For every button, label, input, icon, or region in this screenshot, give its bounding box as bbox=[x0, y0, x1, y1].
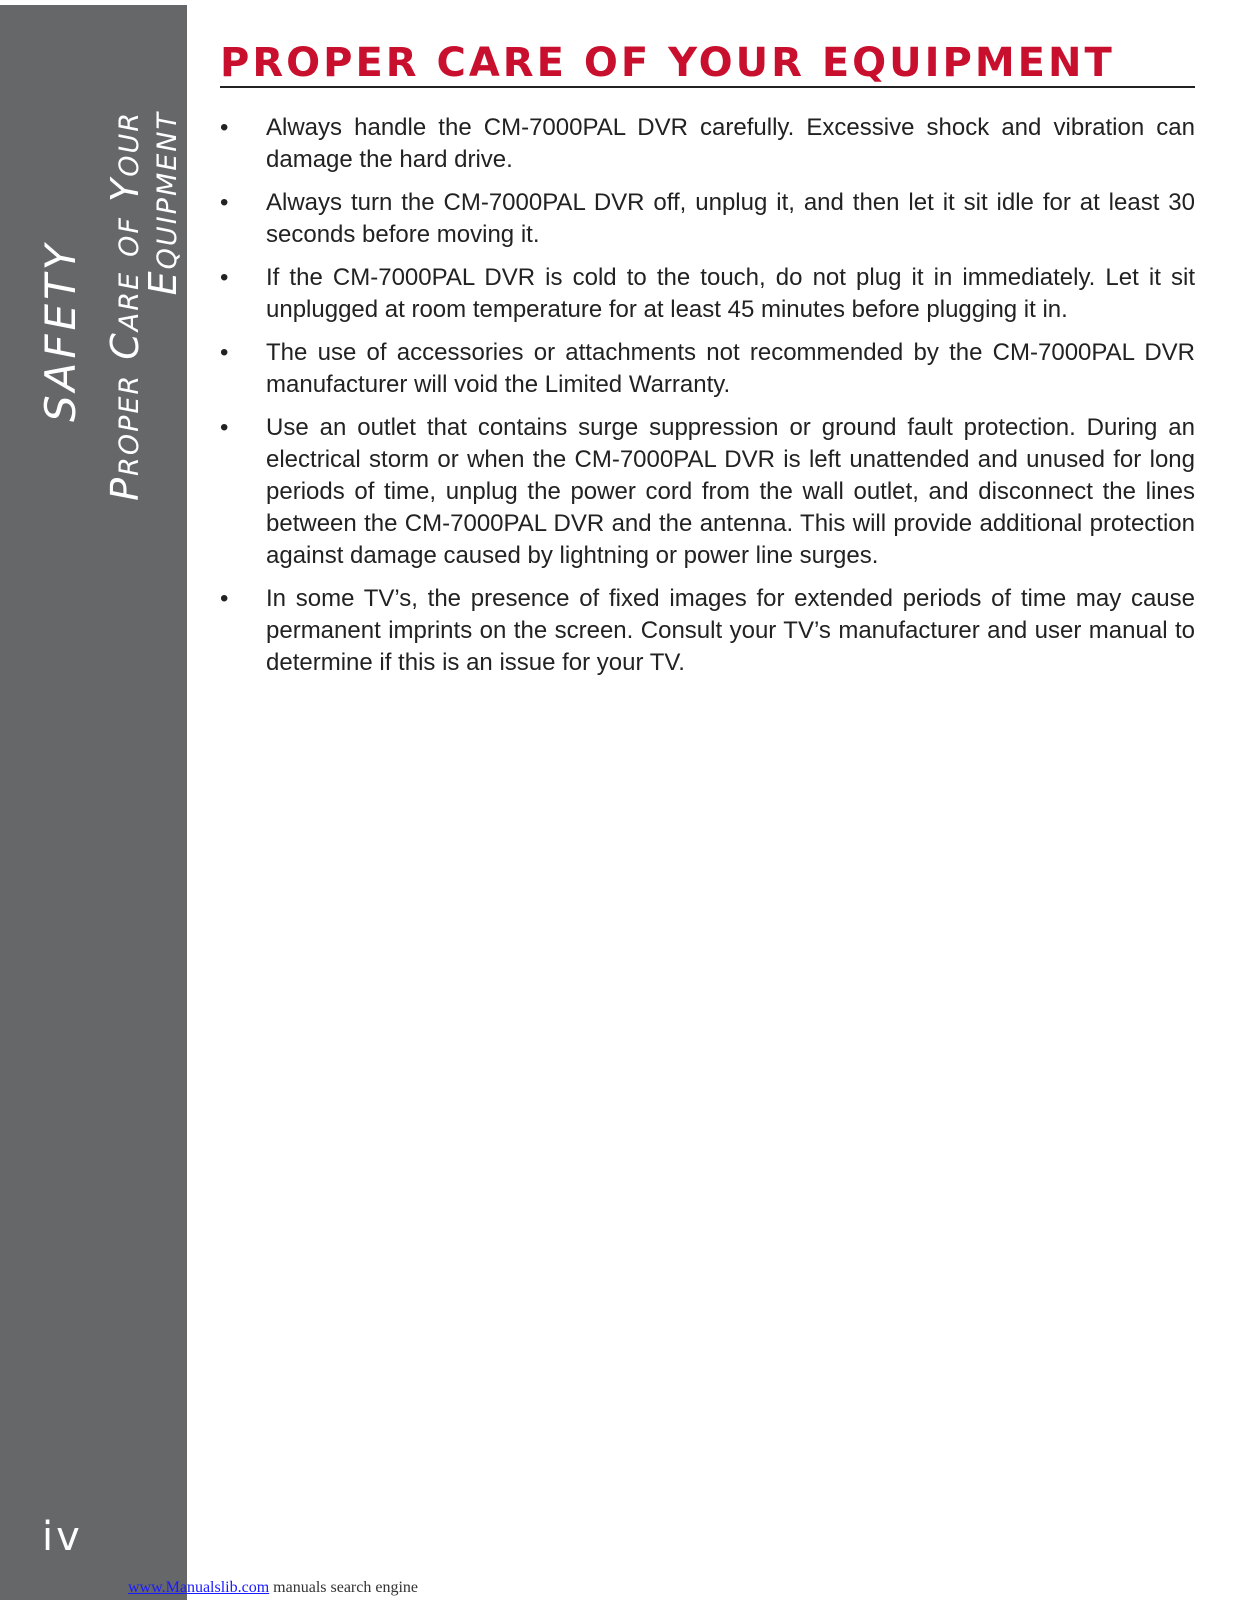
page-number: iv bbox=[42, 1514, 83, 1560]
section-subtitle: Proper Care of Your Equipment bbox=[103, 111, 185, 501]
bullet-icon: • bbox=[220, 264, 229, 291]
list-item-text: The use of accessories or attachments not recommended by the CM-7000PAL DVR manufacturer will void the Limited Warranty. bbox=[266, 339, 1195, 398]
sidebar bbox=[0, 5, 187, 1600]
bullet-icon: • bbox=[220, 339, 229, 366]
list-item bbox=[220, 187, 1195, 251]
list-item bbox=[220, 337, 1195, 401]
bullet-icon: • bbox=[220, 414, 229, 441]
bullet-icon: • bbox=[220, 585, 229, 612]
bullet-icon: • bbox=[220, 189, 229, 216]
list-item bbox=[220, 583, 1195, 679]
list-item-text: In some TV’s, the presence of fixed images for extended periods of time may cause permanent imprints on the screen. Consult your TV’s manufacturer and user manual to determine if this is an issue for your TV. bbox=[266, 585, 1195, 676]
manualslib-link[interactable]: www.Manualslib.com bbox=[128, 1579, 270, 1596]
list-item-text: If the CM-7000PAL DVR is cold to the touch, do not plug it in immediately. Let it sit unplugged at room temperature for at least 45 minutes before plugging it in. bbox=[266, 264, 1195, 323]
footer bbox=[128, 1578, 418, 1598]
list-item bbox=[220, 112, 1195, 176]
list-item bbox=[220, 412, 1195, 572]
section-label: SAFETY bbox=[36, 240, 85, 422]
page-title: PROPER CARE OF YOUR EQUIPMENT bbox=[220, 42, 1195, 88]
bullet-list bbox=[220, 112, 1195, 690]
list-item-text: Always turn the CM-7000PAL DVR off, unplug it, and then let it sit idle for at least 30 seconds before moving it. bbox=[266, 189, 1195, 248]
list-item-text: Use an outlet that contains surge suppression or ground fault protection. During an electrical storm or when the CM-7000PAL DVR is left unattended and unused for long periods of time, unplug the power cord from the wall outlet, and disconnect the lines between the CM-7000PAL DVR and the antenna. This will provide additional protection against damage caused by lightning or power line surges. bbox=[266, 414, 1195, 569]
list-item bbox=[220, 262, 1195, 326]
footer-tagline: manuals search engine bbox=[269, 1579, 418, 1596]
bullet-icon: • bbox=[220, 114, 229, 141]
list-item-text: Always handle the CM-7000PAL DVR carefully. Excessive shock and vibration can damage the hard drive. bbox=[266, 114, 1195, 173]
